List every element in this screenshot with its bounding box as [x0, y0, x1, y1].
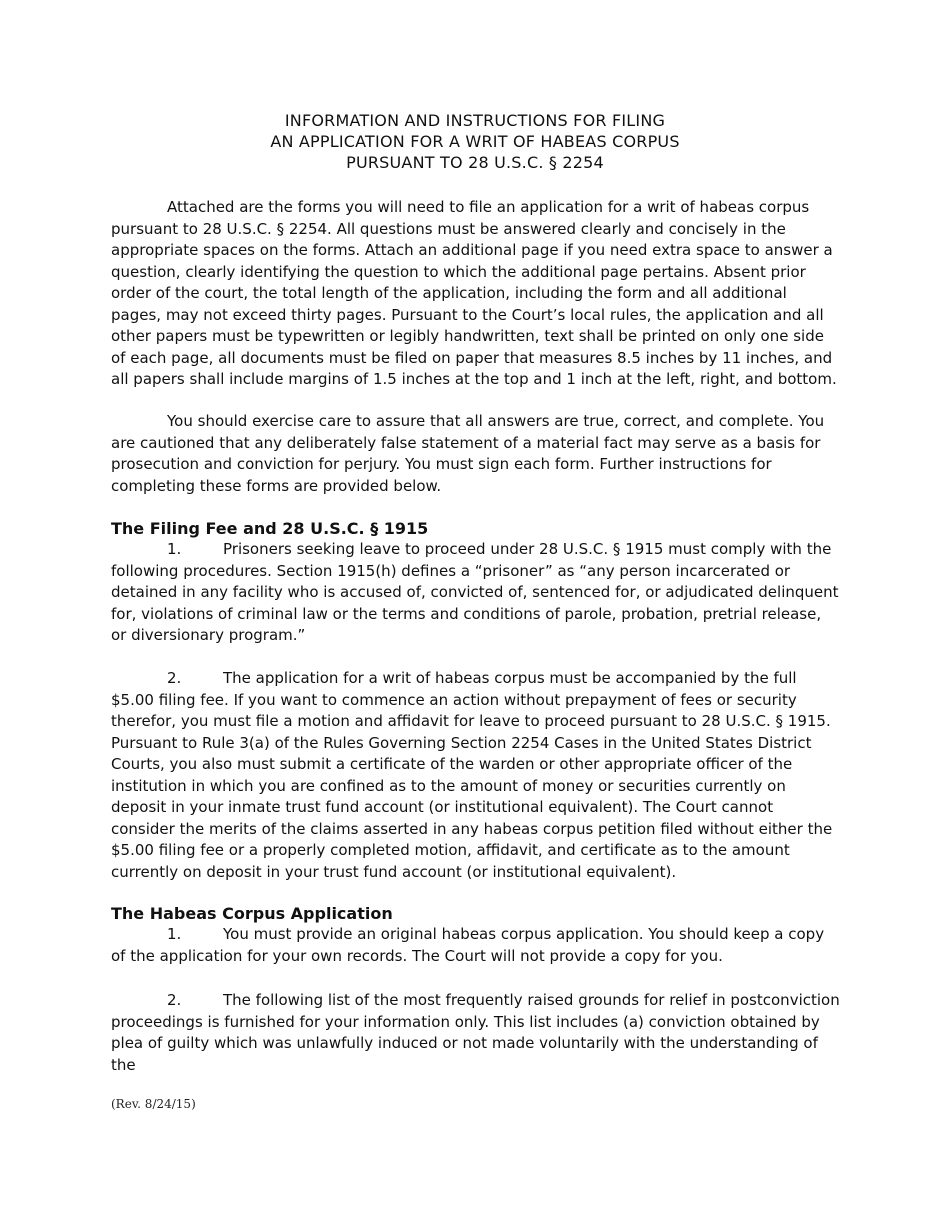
intro-paragraph-1: Attached are the forms you will need to file an application for a writ of habeas corpus pursuant to 28 U.S.C. § 2254. All questions must be answered clearly and concisely in the appropriate spaces on the forms. Attach an additional page if you need extra space to answer a question, clearly identifying the question to which the additional page pertains. Absent prior order of the court, the total length of the application, including the form and all additional pages, may not exceed thirty pages. Pursuant to the Court’s local rules, the application and all other papers must be typewritten or legibly handwritten, text shall be printed on only one side of each page, all documents must be filed on paper that measures 8.5 inches by 11 inches, and all papers shall include margins of 1.5 inches at the top and 1 inch at the left, right, and bottom. — [111, 198, 837, 388]
item-text: Prisoners seeking leave to proceed under 28 U.S.C. § 1915 must comply with the following procedures. Section 1915(h) defines a “prisoner” as “any person incarcerated or detained in any facility who is accused of, convicted of, sentenced for, or adjudicated delinquent for, violations of criminal law or the terms and conditions of parole, probation, pretrial release, or diversionary program.” — [111, 540, 839, 644]
intro-paragraph-1-block — [111, 197, 841, 391]
item-number: 2. — [167, 669, 182, 687]
item-text: The application for a writ of habeas corpus must be accompanied by the full $5.00 filing fee. If you want to commence an action without prepayment of fees or security therefor, you must file a motion and affidavit for leave to proceed pursuant to 28 U.S.C. § 1915. Pursuant to Rule 3(a) of the Rules Governing Section 2254 Cases in the United States District Courts, you also must submit a certificate of the warden or other appropriate officer of the institution in which you are confined as to the amount of money or securities currently on deposit in your inmate trust fund account (or institutional equivalent). The Court cannot consider the merits of the claims asserted in any habeas corpus petition filed without either the $5.00 filing fee or a properly completed motion, affidavit, and certificate as to the amount currently on deposit in your trust fund account (or institutional equivalent). — [111, 669, 833, 881]
section-heading-habeas-application: The Habeas Corpus Application — [111, 904, 393, 923]
item-text: You must provide an original habeas corpus application. You should keep a copy of the application for your own records. The Court will not provide a copy for you. — [111, 925, 825, 965]
section-heading-filing-fee: The Filing Fee and 28 U.S.C. § 1915 — [111, 519, 429, 538]
title-line-1: INFORMATION AND INSTRUCTIONS FOR FILING — [284, 111, 666, 130]
item-number: 2. — [167, 991, 182, 1009]
revision-date: (Rev. 8/24/15) — [111, 1097, 196, 1111]
intro-paragraph-2-block — [111, 411, 841, 497]
document-title — [0, 110, 950, 173]
filing-fee-item-2-block — [111, 668, 841, 883]
intro-paragraph-2: You should exercise care to assure that all answers are true, correct, and complete. You are cautioned that any deliberately false statement of a material fact may serve as a basis for prosecution and conviction for perjury. You must sign each form. Further instructions for completing these forms are provided below. — [111, 412, 825, 495]
section-filing-fee — [111, 518, 841, 647]
item-text: The following list of the most frequently raised grounds for relief in postconviction proceedings is furnished for your information only. This list includes (a) conviction obtained by plea of guilty which was unlawfully induced or not made voluntarily with the understanding of the — [111, 991, 840, 1074]
title-line-3: PURSUANT TO 28 U.S.C. § 2254 — [346, 153, 604, 172]
habeas-item-2-block — [111, 990, 841, 1076]
filing-fee-item-1 — [111, 539, 841, 647]
habeas-item-1 — [111, 924, 841, 967]
section-habeas-application — [111, 903, 841, 967]
habeas-item-2 — [111, 990, 841, 1076]
item-number: 1. — [167, 540, 182, 558]
filing-fee-item-2 — [111, 668, 841, 883]
title-line-2: AN APPLICATION FOR A WRIT OF HABEAS CORPUS — [270, 132, 680, 151]
item-number: 1. — [167, 925, 182, 943]
